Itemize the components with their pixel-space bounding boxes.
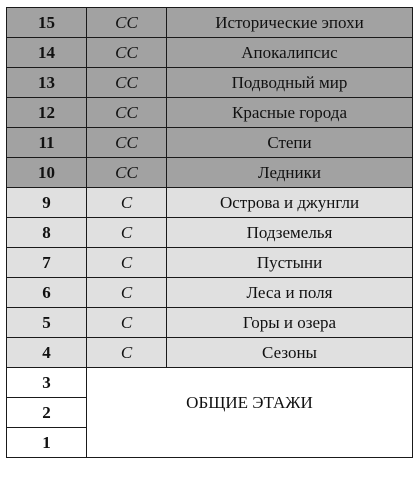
floor-theme: Сезоны [167, 338, 413, 368]
floor-code: C [87, 278, 167, 308]
floor-number: 4 [7, 338, 87, 368]
table-row [7, 248, 413, 278]
table-row [7, 68, 413, 98]
floor-number: 13 [7, 68, 87, 98]
common-floor-number: 2 [7, 398, 87, 428]
floor-number: 11 [7, 128, 87, 158]
table-row [7, 128, 413, 158]
floor-theme: Пустыни [167, 248, 413, 278]
table-row [7, 98, 413, 128]
floor-theme: Подземелья [167, 218, 413, 248]
floor-code: CC [87, 38, 167, 68]
floor-code: CC [87, 128, 167, 158]
floor-code: CC [87, 98, 167, 128]
table-row [7, 38, 413, 68]
floor-theme: Апокалипсис [167, 38, 413, 68]
floors-table [6, 7, 413, 458]
common-floor-number: 3 [7, 368, 87, 398]
floor-theme: Острова и джунгли [167, 188, 413, 218]
floor-code: C [87, 308, 167, 338]
floor-number: 12 [7, 98, 87, 128]
floor-theme: Леса и поля [167, 278, 413, 308]
floor-code: CC [87, 158, 167, 188]
floor-number: 7 [7, 248, 87, 278]
floor-number: 6 [7, 278, 87, 308]
floor-theme: Исторические эпохи [167, 8, 413, 38]
floor-theme: Красные города [167, 98, 413, 128]
table-row [7, 218, 413, 248]
floor-theme: Подводный мир [167, 68, 413, 98]
floor-code: C [87, 218, 167, 248]
floor-theme: Горы и озера [167, 308, 413, 338]
table-row [7, 368, 413, 398]
table-row [7, 308, 413, 338]
table-row [7, 158, 413, 188]
floor-number: 10 [7, 158, 87, 188]
floor-number: 15 [7, 8, 87, 38]
table-row [7, 278, 413, 308]
common-floors-label: ОБЩИЕ ЭТАЖИ [186, 393, 313, 412]
floor-code: CC [87, 8, 167, 38]
floor-code: C [87, 338, 167, 368]
common-floor-number: 1 [7, 428, 87, 458]
floor-number: 9 [7, 188, 87, 218]
table-row [7, 338, 413, 368]
table-row [7, 188, 413, 218]
floor-number: 5 [7, 308, 87, 338]
floors-table-body [7, 8, 413, 458]
floor-code: CC [87, 68, 167, 98]
floor-theme: Степи [167, 128, 413, 158]
floor-number: 14 [7, 38, 87, 68]
floor-number: 8 [7, 218, 87, 248]
floor-code: C [87, 248, 167, 278]
table-row [7, 8, 413, 38]
floor-theme: Ледники [167, 158, 413, 188]
floor-code: C [87, 188, 167, 218]
common-floors-cell [87, 368, 413, 458]
